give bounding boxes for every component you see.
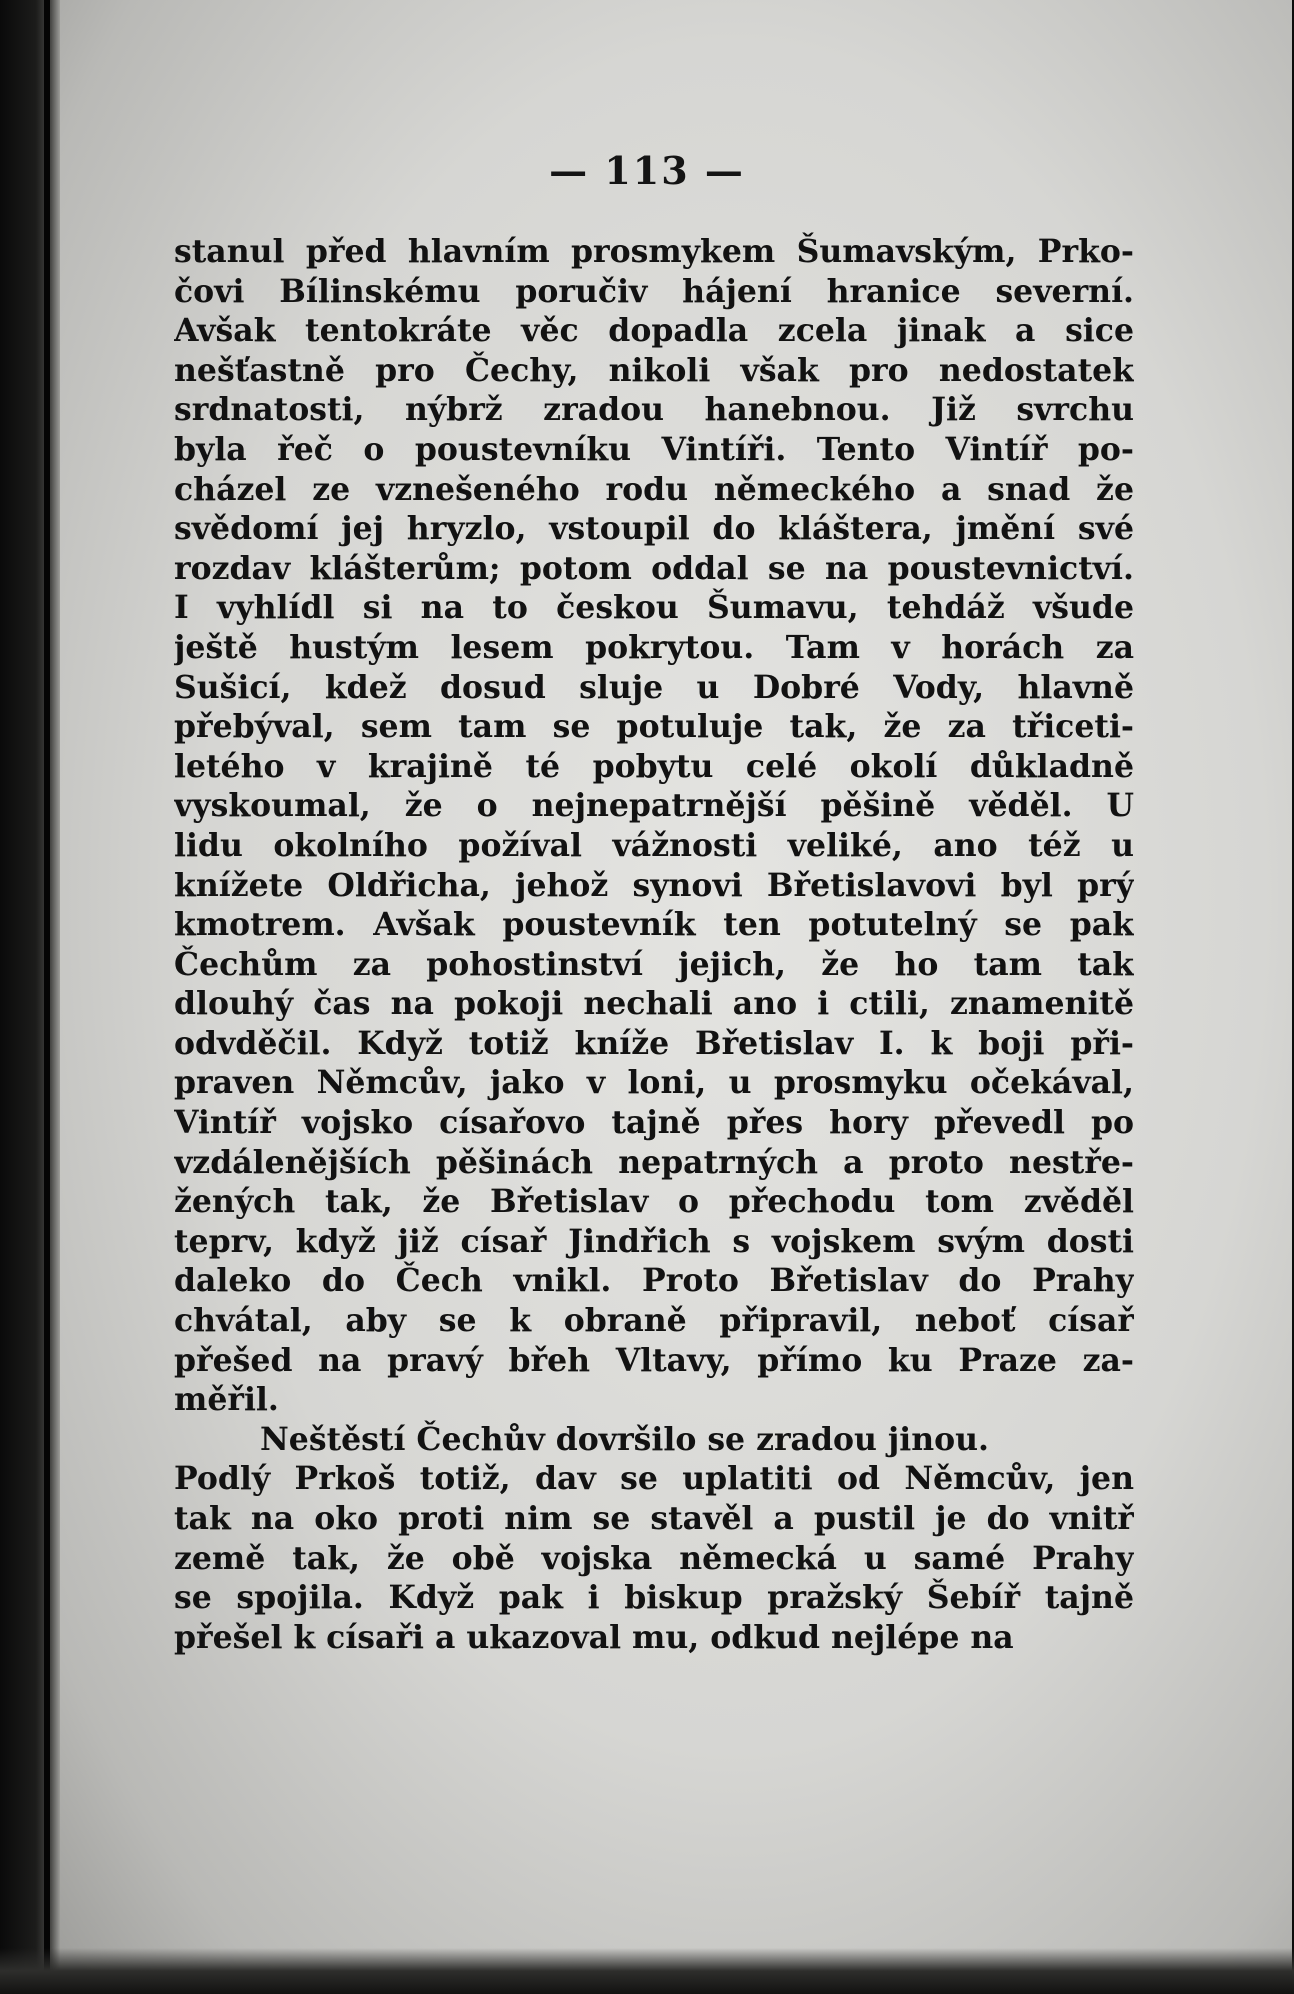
text-line: dlouhý čas na pokoji nechali ano i ctili, znamenitě [174, 985, 1134, 1023]
text-line: tak na oko proti nim se stavěl a pustil je do vnitř [174, 1500, 1134, 1537]
text-line: žených tak, že Břetislav o přechodu tom zvěděl [174, 1183, 1134, 1221]
text-line: vzdálenějších pěšinách nepatrných a proto nestře- [174, 1143, 1134, 1181]
text-line: Neštěstí Čechův dovršilo se zradou jinou. [260, 1420, 990, 1458]
text-line: se spojila. Když pak i biskup pražský Šebíř tajně [174, 1579, 1134, 1617]
text-line: čovi Bílinskému poručiv hájení hranice severní. [174, 272, 1134, 310]
text-line: daleko do Čech vnikl. Proto Břetislav do Prahy [174, 1262, 1134, 1300]
text-line: kmotrem. Avšak poustevník ten potutelný se pak [174, 906, 1134, 944]
text-line: Podlý Prkoš totiž, dav se uplatiti od Němcův, jen [174, 1460, 1134, 1498]
text-line: vyskoumal, že o nejnepatrnější pěšině věděl. U [174, 787, 1134, 825]
text-line: praven Němcův, jako v loni, u prosmyku očekával, [174, 1064, 1134, 1102]
text-line: cházel ze vznešeného rodu německého a snad že [174, 470, 1134, 508]
text-line: rozdav klášterům; potom oddal se na poustevnictví. [174, 549, 1134, 587]
text-line: teprv, když již císař Jindřich s vojskem svým dosti [174, 1222, 1134, 1260]
text-line: byla řeč o poustevníku Vintíři. Tento Vintíř po- [174, 430, 1134, 468]
text-line: chvátal, aby se k obraně připravil, neboť císař [174, 1302, 1134, 1340]
book-binding-edge [0, 0, 60, 1994]
page-number: — 113 — [549, 148, 745, 193]
text-line: Čechům za pohostinství jejich, že ho tam tak [174, 945, 1134, 983]
text-line: přešed na pravý břeh Vltavy, přímo ku Praze za- [174, 1341, 1134, 1379]
text-line: knížete Oldřicha, jehož synovi Břetislavovi byl prý [174, 866, 1134, 904]
text-line: země tak, že obě vojska německá u samé Prahy [174, 1539, 1134, 1577]
binding-shadow-line [44, 0, 50, 1994]
text-line: odvděčil. Když totiž kníže Břetislav I. k boji při- [174, 1024, 1134, 1062]
text-line: ještě hustým lesem pokrytou. Tam v horách za [174, 628, 1134, 666]
text-line: srdnatosti, nýbrž zradou hanebnou. Již svrchu [174, 391, 1134, 429]
text-line: letého v krajině té pobytu celé okolí důkladně [174, 747, 1134, 785]
text-line: Sušicí, kdež dosud sluje u Dobré Vody, hlavně [174, 668, 1134, 706]
text-line: Avšak tentokráte věc dopadla zcela jinak a sice [174, 312, 1134, 350]
text-line: svědomí jej hryzlo, vstoupil do kláštera, jmění své [174, 510, 1134, 548]
text-line: Vintíř vojsko císařovo tajně přes hory převedl po [174, 1104, 1134, 1142]
body-text [174, 232, 1134, 1657]
text-line: lidu okolního požíval vážnosti veliké, ano též u [174, 826, 1134, 864]
text-line: I vyhlídl si na to českou Šumavu, tehdáž všude [174, 589, 1134, 627]
text-line: stanul před hlavním prosmykem Šumavským, Prko- [174, 233, 1134, 270]
text-line: nešťastně pro Čechy, nikoli však pro nedostatek [174, 351, 1134, 389]
bottom-page-edge [0, 1948, 1294, 1994]
text-line: měřil. [174, 1381, 279, 1419]
text-line: přebýval, sem tam se potuluje tak, že za třiceti- [174, 708, 1134, 746]
text-line: přešel k císaři a ukazoval mu, odkud nejlépe na [174, 1618, 1014, 1656]
